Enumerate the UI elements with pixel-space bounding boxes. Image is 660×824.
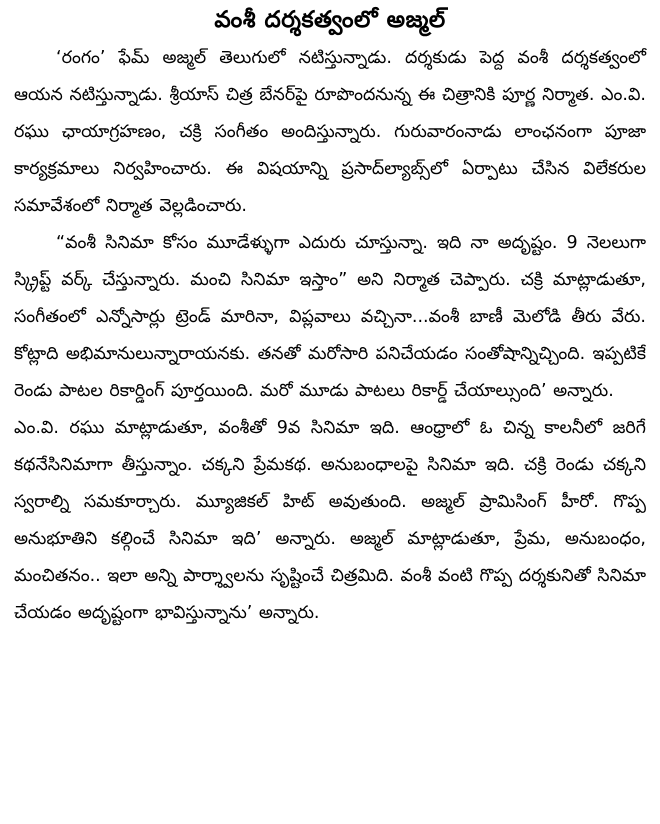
article-paragraph-3: ఎం.వి. రఘు మాట్లాడుతూ, వంశీతో 9వ సినిమా ఇది. ఆంధ్రాలో ఓ చిన్న కాలనీలో జరిగే కథనేసినిమాగా తీస్తున్నాం. చక్కని ప్రేమకథ. అనుబంధాలపై సినిమా ఇది. చక్రి రెండు చక్కని స్వరాల్ని సమకూర్చారు. మ్యూజికల్ హిట్ అవుతుంది. అజ్మల్ ప్రామిసింగ్ హీరో. గొప్ప అనుభూతిని కల్గించే సినిమా ఇది’ అన్నారు. అజ్మల్ మాట్లాడుతూ, ప్రేమ, అనుబంధం, మంచితనం.. ఇలా అన్ని పార్శ్వాలను సృష్టించే చిత్రమిది. వంశీ వంటి గొప్ప దర్శకునితో సినిమా చేయడం అదృష్టంగా భావిస్తున్నాను’ అన్నారు.: [14, 418, 646, 623]
article-paragraph-2: “వంశీ సినిమా కోసం మూడేళ్ళుగా ఎదురు చూస్తున్నా. ఇది నా అదృష్టం. 9 నెలలుగా స్క్రిప్ట్ వర్క్ చేస్తున్నారు. మంచి సినిమా ఇస్తాం” అని నిర్మాత చెప్పారు. చక్రి మాట్లాడుతూ, సంగీతంలో ఎన్నోసార్లు ట్రెండ్ మారినా, విప్లవాలు వచ్చినా...వంశీ బాణీ మెలోడి తీరు వేరు. కోట్లాది అభిమానులున్నారాయనకు. తనతో మరోసారి పనిచేయడం సంతోషాన్నిచ్చింది. ఇప్పటికే రెండు పాటల రికార్డింగ్ పూర్తయింది. మరో మూడు పాటలు రికార్డ్ చేయాల్సుంది’ అన్నారు.: [14, 233, 646, 401]
article-title: వంశీ దర్శకత్వంలో అజ్మల్: [214, 7, 446, 33]
article-paragraph-1: ‘రంగం’ ఫేమ్ అజ్మల్ తెలుగులో నటిస్తున్నాడు. దర్శకుడు పెద్ద వంశీ దర్శకత్వంలో ఆయన నటిస్తున్నాడు. శ్రీయాస్ చిత్ర బేనర్‌పై రూపొందనున్న ఈ చిత్రానికి పూర్ణ నిర్మాత. ఎం.వి. రఘు ఛాయాగ్రహణం, చక్రి సంగీతం అందిస్తున్నారు. గురువారంనాడు లాంఛనంగా పూజా కార్యక్రమాలు నిర్వహించారు. ఈ విషయాన్ని ప్రసాద్‌ల్యాబ్స్‌లో ఏర్పాటు చేసిన విలేకరుల సమావేశంలో నిర్మాత వెల్లడించారు.: [14, 48, 646, 216]
